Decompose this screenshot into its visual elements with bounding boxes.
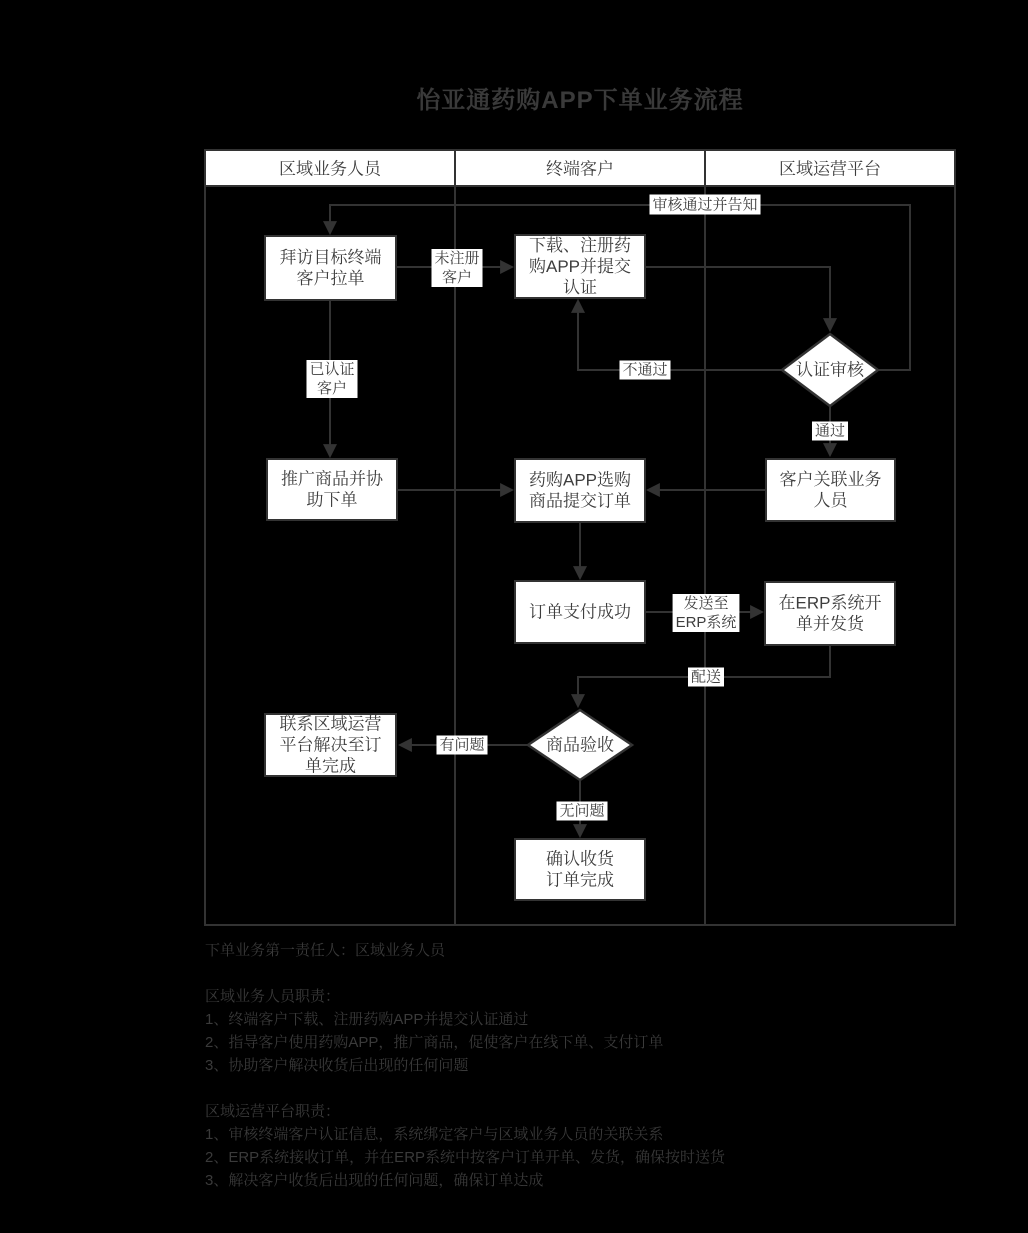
label-no-problem-text: 无问题 [559,802,605,820]
node-label-payment-success: 订单支付成功 [529,602,631,622]
node-label-promote-products: 推广商品并协 [281,469,383,489]
node-label-app-select-order: 商品提交订单 [529,491,631,511]
node-label-promote-products: 助下单 [306,490,358,510]
lane-header-label-regional-sales: 区域业务人员 [279,159,381,179]
page-title: 怡亚通药购APP下单业务流程 [416,87,744,114]
label-send-to-erp-text: ERP系统 [675,614,737,631]
label-unregistered-customer-text: 客户 [441,269,473,286]
label-unregistered-customer [431,249,482,287]
node-label-contact-platform: 联系区域运营 [279,714,382,734]
label-not-passed-text: 不通过 [622,361,668,379]
node-bind-salesperson [766,459,895,521]
notes-line: 2、ERP系统接收订单，并在ERP系统中按客户订单开单、发货，确保按时送货 [205,1149,726,1166]
notes-line: 区域业务人员职责： [205,988,341,1005]
node-label-visit-customer: 拜访目标终端 [279,248,382,267]
node-label-contact-platform: 平台解决至订 [279,735,382,755]
node-label-auth-review: 认证审核 [796,360,864,380]
notes-line: 1、审核终端客户认证信息，系统绑定客户与区域业务人员的关联关系 [205,1126,664,1143]
node-label-visit-customer: 客户拉单 [296,269,365,288]
edge-review-notpassed-to-download [578,301,782,370]
label-authenticated-customer-text: 客户 [316,380,348,397]
notes-line: 3、协助客户解决收货后出现的任何问题 [205,1057,469,1074]
node-label-confirm-receipt: 订单完成 [546,870,614,890]
label-no-problem [556,802,607,821]
node-erp-ship [765,582,895,645]
label-has-problem-text: 有问题 [439,736,485,754]
node-label-bind-salesperson: 客户关联业务 [779,470,882,489]
node-label-download-register: 认证 [563,278,597,297]
notes-line [205,1077,925,1100]
label-unregistered-customer-text: 未注册 [434,250,480,267]
notes-line: 2、指导客户使用药购APP，推广商品，促使客户在线下单、支付订单 [205,1034,664,1051]
node-label-download-register: 购APP并提交 [528,257,632,276]
lane-header-label-regional-platform: 区域运营平台 [779,159,881,179]
notes-line: 1、终端客户下载、注册药购APP并提交认证通过 [205,1011,529,1028]
label-passed-text: 通过 [814,422,846,440]
node-confirm-receipt [515,839,645,900]
label-send-to-erp [673,594,740,632]
node-label-contact-platform: 单完成 [305,756,356,776]
notes-line: 区域运营平台职责： [205,1103,341,1120]
label-delivery [688,668,724,687]
label-authenticated-customer [306,360,357,398]
label-send-to-erp-text: 发送至 [683,595,729,612]
node-promote-products [267,459,397,520]
notes-line: 下单业务第一责任人：区域业务人员 [205,942,446,959]
node-app-select-order [515,459,645,522]
label-passed [812,422,848,441]
node-label-app-select-order: 药购APP选购 [528,470,632,490]
label-authenticated-customer-text: 已认证 [309,361,355,378]
node-label-confirm-receipt: 确认收货 [546,849,614,869]
label-review-passed-notify-text: 审核通过并告知 [652,196,758,214]
notes-line: 3、解决客户收货后出现的任何问题，确保订单达成 [205,1172,544,1189]
node-label-erp-ship: 在ERP系统开 [778,593,882,613]
node-label-download-register: 下载、注册药 [529,236,631,255]
lane-header-label-terminal-customer: 终端客户 [546,159,614,179]
label-delivery-text: 配送 [690,668,722,686]
notes-section [205,939,925,1192]
label-review-passed-notify [649,195,760,215]
label-has-problem [436,736,487,755]
notes-line [205,962,925,985]
edge-download-to-review [645,267,830,330]
node-label-erp-ship: 单并发货 [796,614,864,634]
label-not-passed [619,361,670,380]
node-label-bind-salesperson: 人员 [813,491,848,510]
node-visit-customer [265,236,396,300]
node-label-goods-acceptance: 商品验收 [546,735,614,755]
